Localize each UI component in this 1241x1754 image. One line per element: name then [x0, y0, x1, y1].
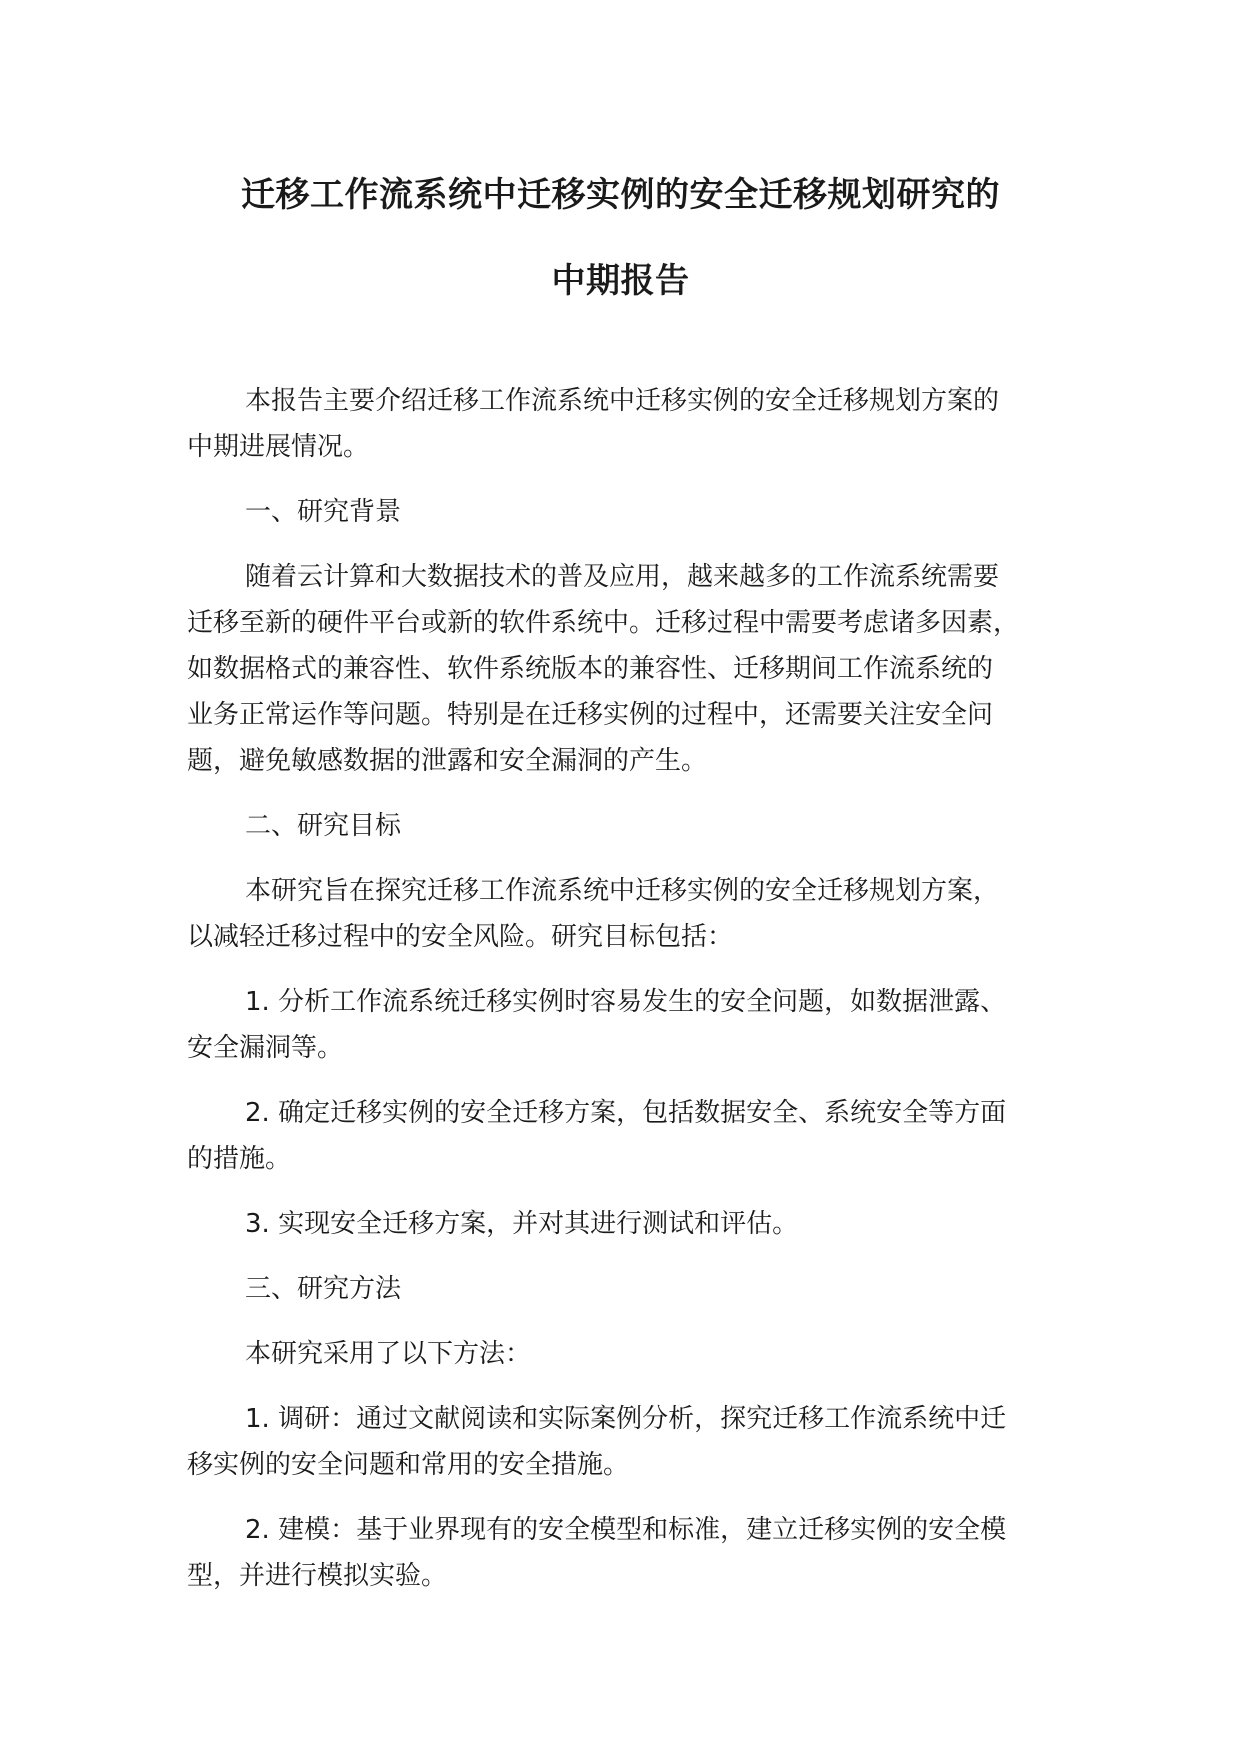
text-line: 安全漏洞等。 — [187, 1033, 344, 1063]
text-line: 一、研究背景 — [245, 497, 402, 527]
text-line: 随着云计算和大数据技术的普及应用，越来越多的工作流系统需要 — [245, 562, 1000, 592]
background-paragraph — [187, 554, 1087, 784]
text-line: 3. 实现安全迁移方案，并对其进行测试和评估。 — [245, 1209, 799, 1239]
text-line: 型，并进行模拟实验。 — [187, 1561, 448, 1591]
text-line: 本研究旨在探究迁移工作流系统中迁移实例的安全迁移规划方案， — [245, 876, 1000, 906]
text-line: 的措施。 — [187, 1144, 292, 1174]
text-line: 题，避免敏感数据的泄露和安全漏洞的产生。 — [187, 746, 708, 776]
text-line: 迁移至新的硬件平台或新的软件系统中。迁移过程中需要考虑诸多因素， — [187, 608, 1020, 638]
document-title — [121, 170, 1121, 306]
document-body — [187, 378, 1087, 1618]
section-heading-goals — [187, 803, 1087, 849]
text-line: 本报告主要介绍迁移工作流系统中迁移实例的安全迁移规划方案的 — [245, 386, 1000, 416]
goal-item-3 — [187, 1201, 1087, 1247]
text-line: 2. 确定迁移实例的安全迁移方案，包括数据安全、系统安全等方面 — [245, 1098, 1007, 1128]
text-line: 1. 调研：通过文献阅读和实际案例分析，探究迁移工作流系统中迁 — [245, 1404, 1007, 1434]
method-item-1 — [187, 1396, 1087, 1488]
section-heading-methods — [187, 1266, 1087, 1312]
goals-paragraph — [187, 868, 1087, 960]
method-item-2 — [187, 1507, 1087, 1599]
goal-item-1 — [187, 979, 1087, 1071]
text-line: 1. 分析工作流系统迁移实例时容易发生的安全问题，如数据泄露、 — [245, 987, 1007, 1017]
section-heading-background — [187, 489, 1087, 535]
title-line-2: 中期报告 — [551, 261, 690, 301]
text-line: 二、研究目标 — [245, 811, 402, 841]
text-line: 如数据格式的兼容性、软件系统版本的兼容性、迁移期间工作流系统的 — [187, 654, 994, 684]
text-line: 业务正常运作等问题。特别是在迁移实例的过程中，还需要关注安全问 — [187, 700, 994, 730]
intro-paragraph — [187, 378, 1087, 470]
goal-item-2 — [187, 1090, 1087, 1182]
text-line: 以减轻迁移过程中的安全风险。研究目标包括： — [187, 922, 734, 952]
text-line: 中期进展情况。 — [187, 432, 370, 462]
text-line: 三、研究方法 — [245, 1274, 402, 1304]
title-line-1: 迁移工作流系统中迁移实例的安全迁移规划研究的 — [241, 175, 1000, 215]
text-line: 本研究采用了以下方法： — [245, 1339, 532, 1369]
text-line: 2. 建模：基于业界现有的安全模型和标准，建立迁移实例的安全模 — [245, 1515, 1007, 1545]
methods-intro — [187, 1331, 1087, 1377]
text-line: 移实例的安全问题和常用的安全措施。 — [187, 1450, 630, 1480]
